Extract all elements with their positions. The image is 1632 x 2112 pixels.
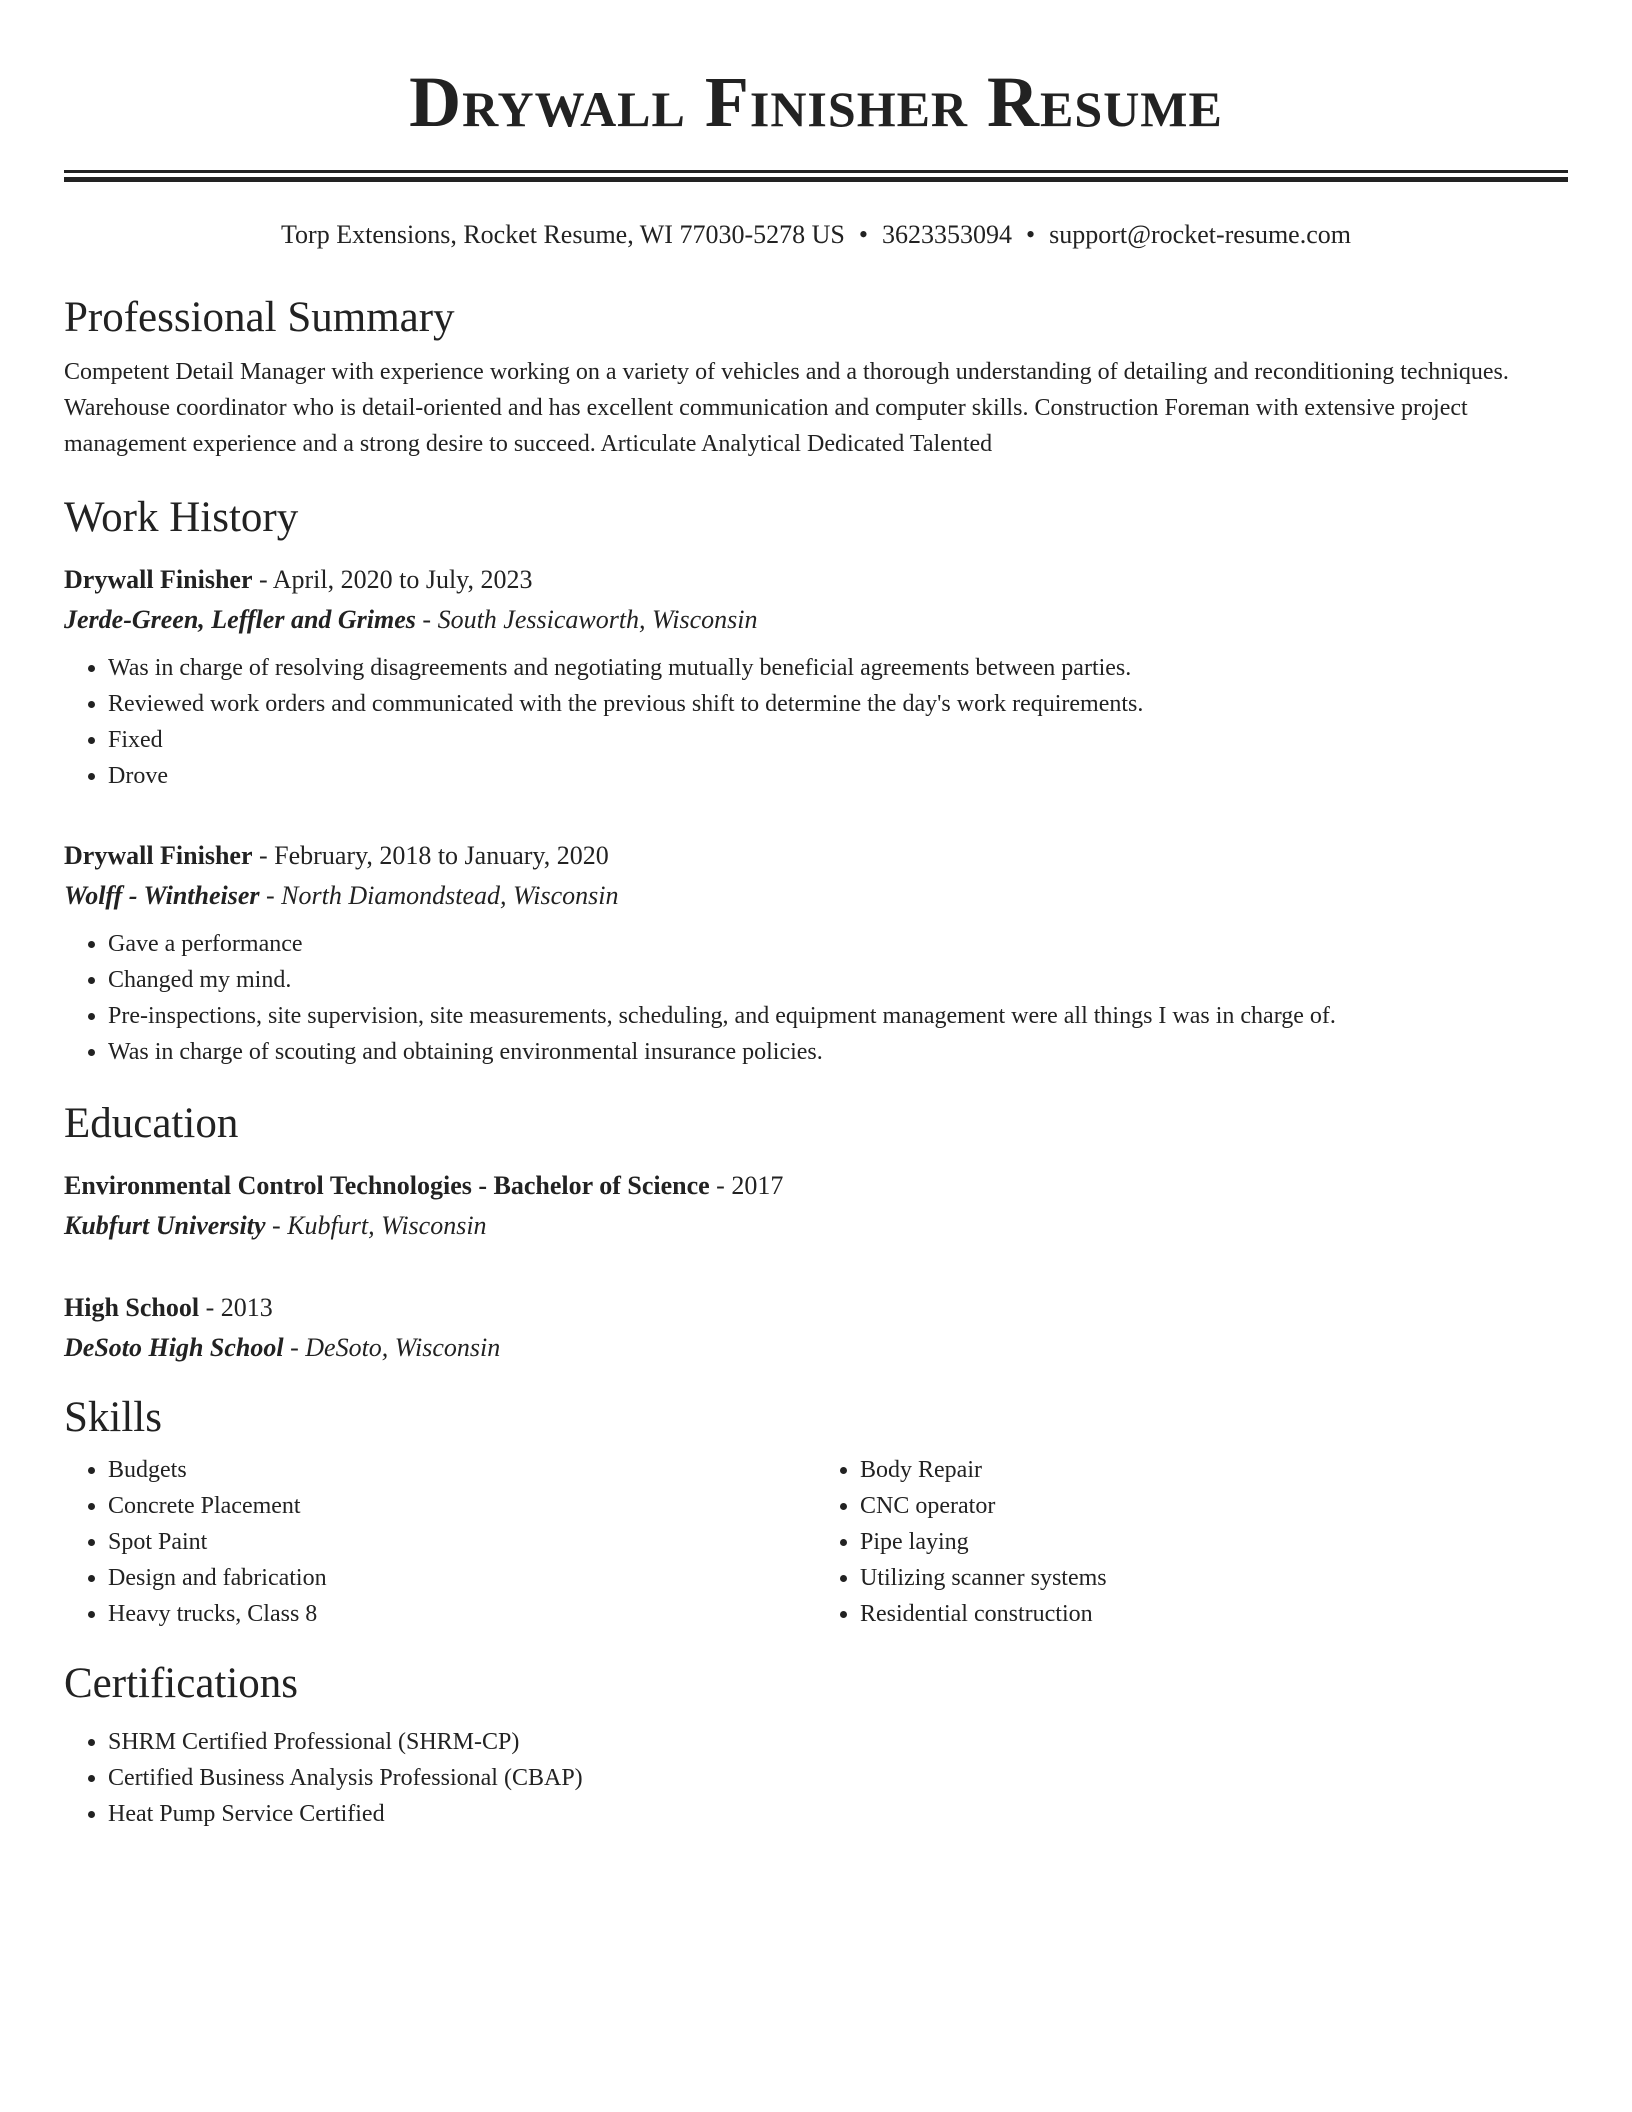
job-entry: [64, 836, 1568, 1070]
job-entry: [64, 560, 1568, 794]
education-degree-line: [64, 1166, 1568, 1206]
skill-item: • Heavy trucks, Class 8: [108, 1596, 816, 1632]
education-degree: High School: [64, 1293, 200, 1322]
skill-item: • Body Repair: [860, 1452, 1568, 1488]
education-school: DeSoto High School: [64, 1333, 284, 1362]
skill-item: • CNC operator: [860, 1488, 1568, 1524]
skill-item: • Design and fabrication: [108, 1560, 816, 1596]
skill-item: • Utilizing scanner systems: [860, 1560, 1568, 1596]
skills-grid: [64, 1452, 1568, 1632]
certification-item: • Certified Business Analysis Professional (CBAP): [108, 1760, 1568, 1796]
skill-item: • Pipe laying: [860, 1524, 1568, 1560]
job-location: - South Jessicaworth, Wisconsin: [415, 605, 758, 634]
education-location: - DeSoto, Wisconsin: [283, 1333, 501, 1362]
skills-heading: Skills: [64, 1394, 162, 1441]
skills-list-left: [64, 1452, 816, 1632]
skill-item: • Budgets: [108, 1452, 816, 1488]
job-duty: • Was in charge of scouting and obtaining environmental insurance policies.: [108, 1034, 1568, 1070]
summary-text: Competent Detail Manager with experience working on a variety of vehicles and a thorough understanding of detailing and reconditioning techniques. Warehouse coordinator who is detail-oriented and has excellent communication and computer skills. Construction Foreman with extensive project management experience and a strong desire to succeed. Articulate Analytical Dedicated Talented: [64, 359, 1509, 457]
job-title: Drywall Finisher: [64, 841, 253, 870]
job-location: - North Diamondstead, Wisconsin: [259, 881, 619, 910]
education-entry: [64, 1288, 1568, 1368]
skill-item: • Concrete Placement: [108, 1488, 816, 1524]
education-degree-line: [64, 1288, 1568, 1328]
job-dates: - February, 2018 to January, 2020: [252, 841, 609, 870]
skills-list-right: [816, 1452, 1568, 1632]
education-school-line: [64, 1206, 1568, 1246]
summary-heading: Professional Summary: [64, 294, 455, 341]
job-duty: • Reviewed work orders and communicated with the previous shift to determine the day's work requirements.: [108, 686, 1568, 722]
job-title-line: [64, 560, 1568, 600]
education-school: Kubfurt University: [64, 1211, 266, 1240]
contact-line: [64, 218, 1568, 252]
education-year: - 2013: [199, 1293, 273, 1322]
job-duties-list: [64, 650, 1568, 794]
job-duty: • Fixed: [108, 722, 1568, 758]
contact-separator: •: [1025, 220, 1036, 249]
skill-item: • Spot Paint: [108, 1524, 816, 1560]
contact-email: support@rocket-resume.com: [1049, 220, 1351, 249]
education-school-line: [64, 1328, 1568, 1368]
certifications-heading: Certifications: [64, 1660, 299, 1707]
contact-phone: 3623353094: [881, 220, 1012, 249]
job-duty: • Pre-inspections, site supervision, site measurements, scheduling, and equipment management were all things I was in charge of.: [108, 998, 1568, 1034]
education-entry: [64, 1166, 1568, 1246]
job-title-line: [64, 836, 1568, 876]
education-degree: Environmental Control Technologies - Bachelor of Science: [64, 1171, 710, 1200]
contact-separator: •: [858, 220, 868, 249]
contact-address: Torp Extensions, Rocket Resume, WI 77030-5278 US: [280, 220, 845, 249]
education-location: - Kubfurt, Wisconsin: [265, 1211, 487, 1240]
certifications-list: [64, 1724, 1568, 1832]
job-company: Jerde-Green, Leffler and Grimes: [64, 605, 416, 634]
skill-item: • Residential construction: [860, 1596, 1568, 1632]
education-heading: Education: [64, 1100, 239, 1147]
job-company: Wolff - Wintheiser: [64, 881, 260, 910]
job-duties-list: [64, 926, 1568, 1070]
job-duty: • Was in charge of resolving disagreements and negotiating mutually beneficial agreements between parties.: [108, 650, 1568, 686]
title-divider: [64, 170, 1568, 182]
job-company-line: [64, 876, 1568, 916]
job-duty: • Drove: [108, 758, 1568, 794]
job-duty: • Gave a performance: [108, 926, 1568, 962]
work-history-heading: Work History: [64, 494, 299, 541]
resume-title: Drywall Finisher Resume: [409, 62, 1223, 142]
job-company-line: [64, 600, 1568, 640]
job-dates: - April, 2020 to July, 2023: [252, 565, 533, 594]
certification-item: • SHRM Certified Professional (SHRM-CP): [108, 1724, 1568, 1760]
job-duty: • Changed my mind.: [108, 962, 1568, 998]
certification-item: • Heat Pump Service Certified: [108, 1796, 1568, 1832]
education-year: - 2017: [709, 1171, 784, 1200]
job-title: Drywall Finisher: [64, 565, 253, 594]
